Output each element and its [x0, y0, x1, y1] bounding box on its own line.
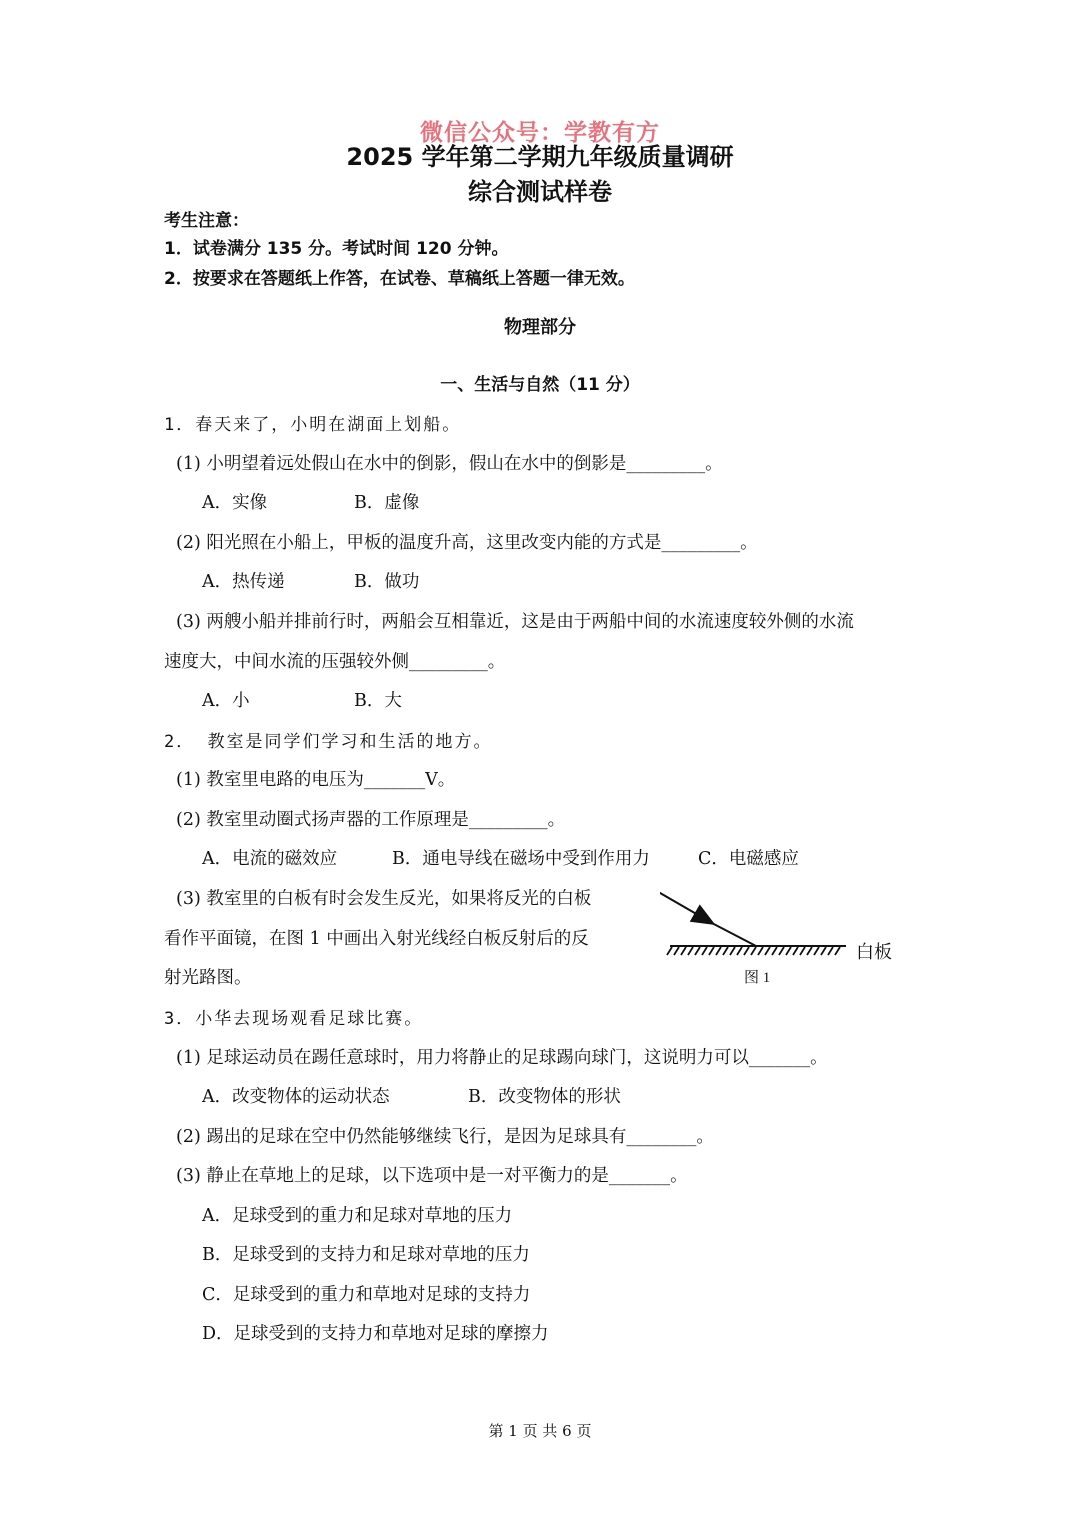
hatch-mark — [786, 947, 791, 955]
hatch-mark — [737, 947, 742, 955]
q3-sub3-option-d: D．足球受到的支持力和草地对足球的摩擦力 — [202, 1324, 549, 1344]
hatch-mark — [667, 947, 672, 955]
q2-sub3-line3: 射光路图。 — [164, 968, 252, 988]
exam-title: 2025 学年第二学期九年级质量调研 — [346, 143, 734, 171]
q2-sub1: (1) 教室里电路的电压为_______V。 — [176, 770, 456, 790]
hatch-mark — [793, 947, 798, 955]
incident-ray — [660, 886, 712, 923]
hatch-mark — [821, 947, 826, 955]
part-title: 物理部分 — [504, 317, 576, 338]
hatch-mark — [681, 947, 686, 955]
q2-sub3-line1: (3) 教室里的白板有时会发生反光，如果将反光的白板 — [176, 889, 592, 909]
hatch-mark — [751, 947, 756, 955]
hatch-mark — [814, 947, 819, 955]
hatch-mark — [730, 947, 735, 955]
hatch-mark — [688, 947, 693, 955]
hatch-mark — [744, 947, 749, 955]
q1-sub1-option-b: B．虚像 — [354, 493, 420, 513]
question-1-stem: 1．春天来了，小明在湖面上划船。 — [164, 415, 462, 435]
hatch-mark — [828, 947, 833, 955]
q2-sub2-option-a: A．电流的磁效应 — [202, 849, 338, 869]
incident-ray-continuation — [708, 921, 756, 946]
q2-sub2: (2) 教室里动圈式扬声器的工作原理是_________。 — [176, 810, 566, 830]
hatch-mark — [674, 947, 679, 955]
q1-sub3-line2: 速度大，中间水流的压强较外侧_________。 — [164, 652, 506, 672]
exam-subtitle: 综合测试样卷 — [468, 178, 612, 206]
hatch-mark — [772, 947, 777, 955]
hatch-mark — [835, 947, 840, 955]
hatch-mark — [702, 947, 707, 955]
q3-sub1-option-a: A．改变物体的运动状态 — [202, 1087, 390, 1107]
q3-sub3: (3) 静止在草地上的足球，以下选项中是一对平衡力的是_______。 — [176, 1166, 688, 1186]
hatch-mark — [807, 947, 812, 955]
q1-sub3-option-b: B．大 — [354, 691, 402, 711]
q1-sub2: (2) 阳光照在小船上，甲板的温度升高，这里改变内能的方式是_________。 — [176, 533, 758, 553]
q3-sub2: (2) 踢出的足球在空中仍然能够继续飞行，是因为足球具有________。 — [176, 1127, 714, 1147]
hatch-mark — [758, 947, 763, 955]
q3-sub1-option-b: B．改变物体的形状 — [468, 1087, 621, 1107]
hatch-mark — [765, 947, 770, 955]
q3-sub3-option-a: A．足球受到的重力和足球对草地的压力 — [202, 1206, 513, 1226]
hatch-mark — [695, 947, 700, 955]
hatch-mark — [716, 947, 721, 955]
q3-sub3-option-c: C．足球受到的重力和草地对足球的支持力 — [202, 1285, 531, 1305]
page-number-footer: 第 1 页 共 6 页 — [488, 1422, 592, 1440]
whiteboard-label: 白板 — [856, 942, 892, 962]
question-2-stem: 2． 教室是同学们学习和生活的地方。 — [164, 732, 493, 752]
q2-sub2-option-c: C．电磁感应 — [698, 849, 799, 869]
hatch-mark — [779, 947, 784, 955]
notice-item: 1．试卷满分 135 分。考试时间 120 分钟。 — [164, 239, 509, 259]
q1-sub3-line1: (3) 两艘小船并排前行时，两船会互相靠近，这是由于两船中间的水流速度较外侧的水流 — [176, 612, 854, 632]
whiteboard-hatching — [667, 947, 840, 955]
q1-sub2-option-b: B．做功 — [354, 572, 420, 592]
hatch-mark — [800, 947, 805, 955]
figure-1-whiteboard-diagram — [660, 878, 910, 986]
watermark: 微信公众号：学教有方 — [420, 120, 660, 146]
section-title: 一、生活与自然（11 分） — [440, 375, 640, 395]
q3-sub3-option-b: B．足球受到的支持力和足球对草地的压力 — [202, 1245, 530, 1265]
notice-heading: 考生注意： — [164, 211, 249, 231]
notice-item: 2．按要求在答题纸上作答，在试卷、草稿纸上答题一律无效。 — [164, 269, 635, 289]
q1-sub2-option-a: A．热传递 — [202, 572, 285, 592]
question-3-stem: 3．小华去现场观看足球比赛。 — [164, 1009, 424, 1029]
q2-sub3-line2: 看作平面镜，在图 1 中画出入射光线经白板反射后的反 — [164, 929, 589, 949]
hatch-mark — [723, 947, 728, 955]
figure-caption: 图 1 — [744, 970, 771, 986]
q1-sub1-option-a: A．实像 — [202, 493, 268, 513]
hatch-mark — [709, 947, 714, 955]
q3-sub1: (1) 足球运动员在踢任意球时，用力将静止的足球踢向球门，这说明力可以_______。 — [176, 1048, 828, 1068]
q2-sub2-option-b: B．通电导线在磁场中受到作用力 — [392, 849, 650, 869]
q1-sub3-option-a: A．小 — [202, 691, 250, 711]
q1-sub1: (1) 小明望着远处假山在水中的倒影，假山在水中的倒影是_________。 — [176, 454, 723, 474]
